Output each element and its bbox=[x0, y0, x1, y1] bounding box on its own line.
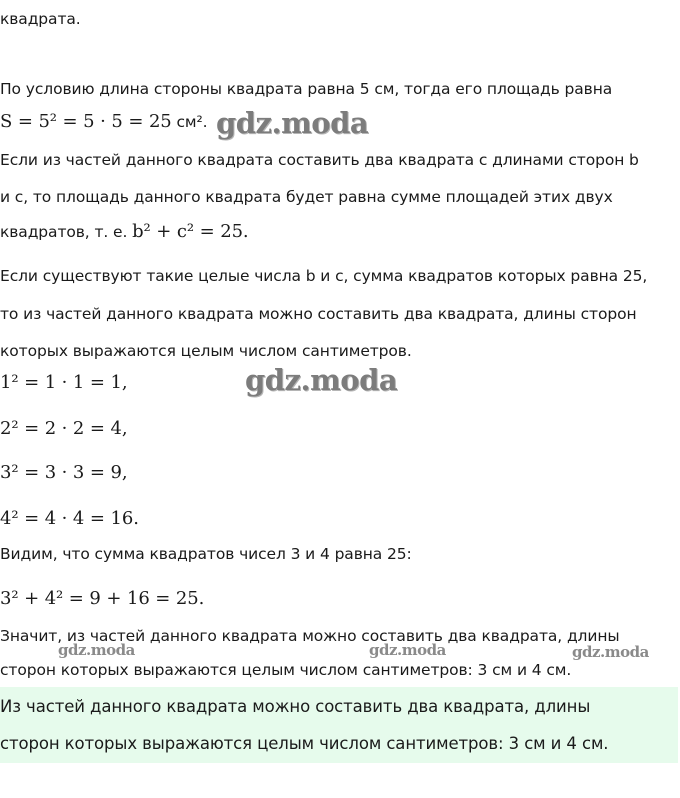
text-line: Если существуют такие целые числа b и c, сумма квадратов которых равна 25, bbox=[0, 267, 648, 285]
watermark-logo: gdz.moda bbox=[216, 106, 369, 140]
answer-line: Из частей данного квадрата можно составить два квадрата, длины bbox=[0, 697, 591, 716]
sum-formula: b² + c² = 25. bbox=[132, 221, 249, 242]
watermark-logo: gdz.moda bbox=[58, 641, 135, 659]
text-line: сторон которых выражаются целым числом сантиметров: 3 см и 4 см. bbox=[0, 661, 572, 679]
square-equation: 2² = 2 · 2 = 4, bbox=[0, 418, 128, 439]
square-equation: 3² = 3 · 3 = 9, bbox=[0, 462, 128, 483]
watermark-logo: gdz.moda bbox=[245, 363, 398, 397]
answer-line: сторон которых выражаются целым числом сантиметров: 3 см и 4 см. bbox=[0, 734, 609, 753]
square-equation: 1² = 1 · 1 = 1, bbox=[0, 372, 128, 393]
sum-formula-line bbox=[0, 221, 249, 243]
watermark-logo: gdz.moda bbox=[572, 643, 649, 661]
text-line: которых выражаются целым числом сантиметров. bbox=[0, 342, 412, 360]
text-line: квадрата. bbox=[0, 10, 81, 28]
text-line: Если из частей данного квадрата составить два квадрата с длинами сторон b bbox=[0, 151, 639, 169]
watermark-logo: gdz.moda bbox=[369, 641, 446, 659]
text-line: Значит, из частей данного квадрата можно составить два квадрата, длины bbox=[0, 627, 620, 645]
area-formula: S = 5² = 5 · 5 = 25 bbox=[0, 111, 172, 132]
sum-equation: 3² + 4² = 9 + 16 = 25. bbox=[0, 588, 205, 609]
text-line: и c, то площадь данного квадрата будет равна сумме площадей этих двух bbox=[0, 188, 613, 206]
area-unit: см². bbox=[171, 113, 208, 131]
text-line: Видим, что сумма квадратов чисел 3 и 4 равна 25: bbox=[0, 545, 412, 563]
square-equation: 4² = 4 · 4 = 16. bbox=[0, 508, 139, 529]
area-formula-line bbox=[0, 111, 207, 133]
answer-box bbox=[0, 687, 678, 763]
text-line: то из частей данного квадрата можно составить два квадрата, длины сторон bbox=[0, 305, 637, 323]
sum-formula-prefix: квадратов, т. е. bbox=[0, 223, 133, 241]
text-line: По условию длина стороны квадрата равна 5 см, тогда его площадь равна bbox=[0, 80, 613, 98]
